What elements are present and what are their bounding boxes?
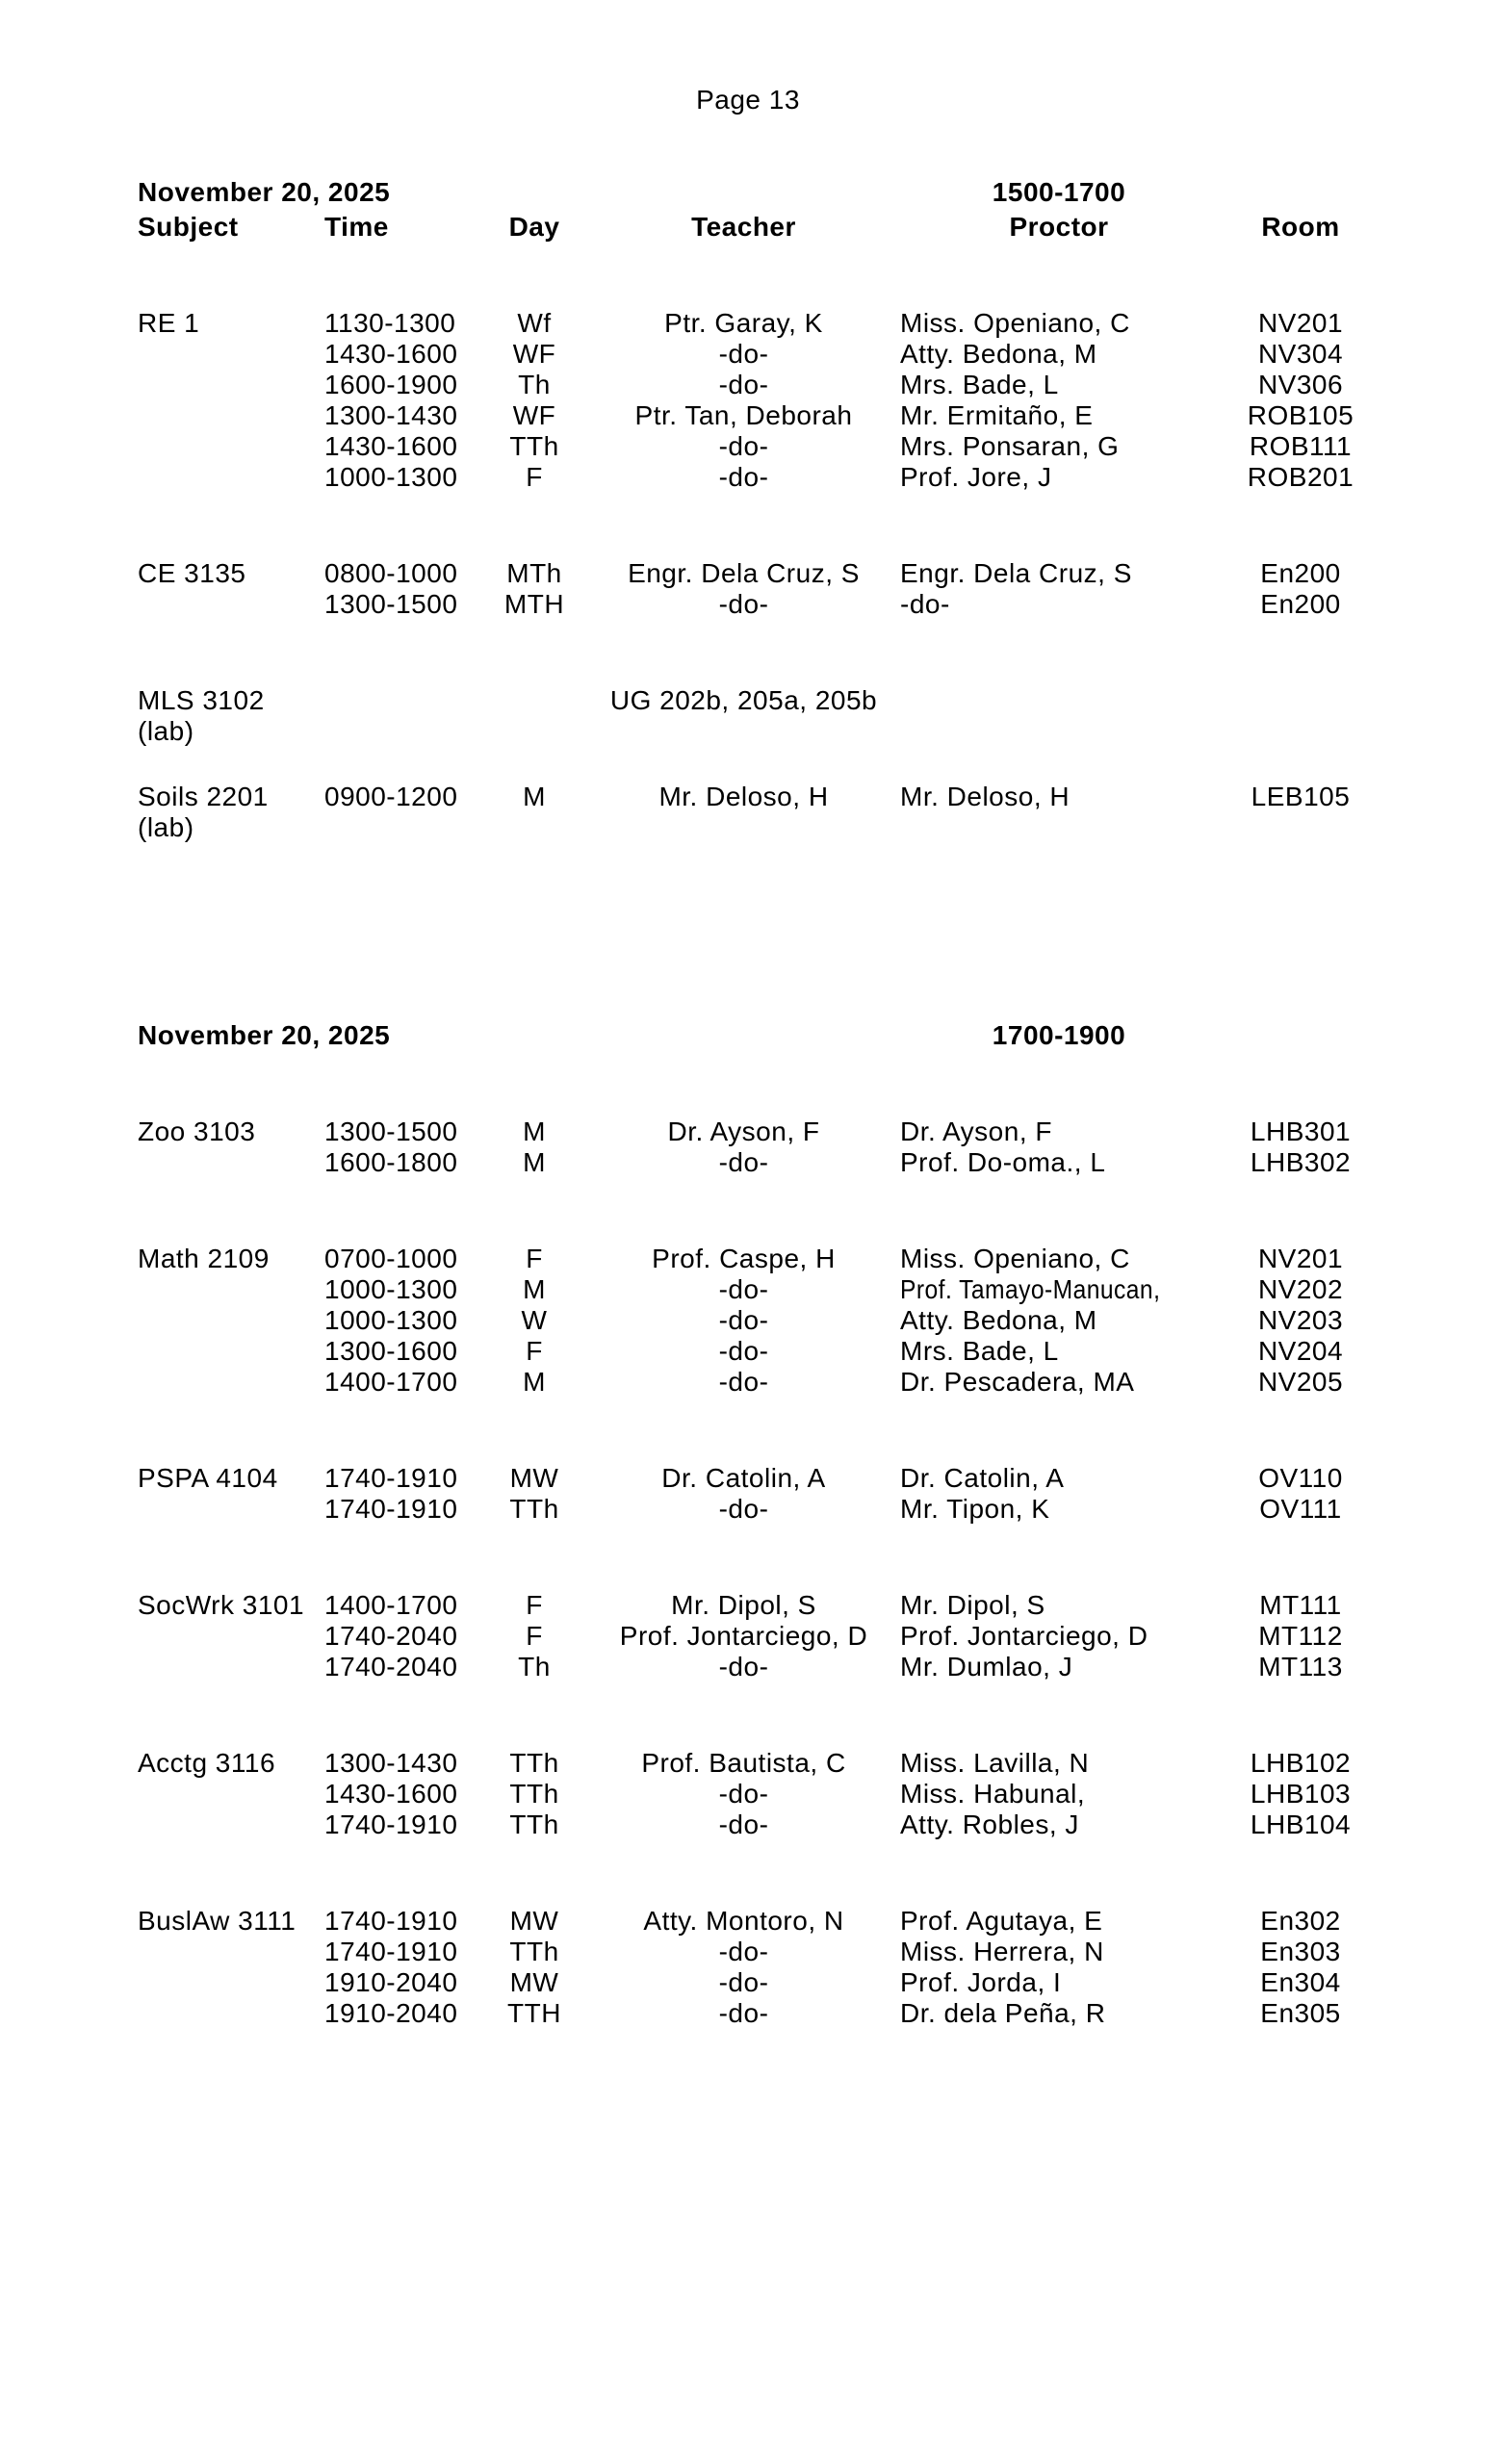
cell-time: 0700-1000 — [324, 1244, 458, 1273]
cell-proctor: Atty. Bedona, M — [900, 1305, 1097, 1335]
cell-time: 1910-2040 — [324, 1998, 458, 2028]
section-date: November 20, 2025 — [138, 1020, 391, 1050]
cell-day: F — [526, 1244, 543, 1273]
subject-name — [138, 1590, 324, 1621]
cell-proctor: Dr. dela Peña, R — [900, 1998, 1106, 2028]
cell-room: NV201 — [1257, 308, 1344, 338]
cell-proctor: Prof. Jore, J — [900, 462, 1052, 492]
cell-day: M — [523, 1274, 546, 1304]
cell-room: LHB102 — [1250, 1748, 1352, 1778]
cell-subject-spacer — [138, 431, 324, 462]
cell-subject-spacer — [138, 370, 324, 400]
cell-teacher: Mr. Deloso, H — [658, 782, 829, 811]
cell-proctor: Mr. Deloso, H — [900, 782, 1070, 811]
cell-day: F — [526, 1590, 543, 1620]
cell-time: 1740-1910 — [324, 1937, 458, 1966]
blocks-container — [0, 1116, 1496, 2029]
cell-teacher: -do- — [718, 1147, 769, 1177]
page-number: Page 13 — [696, 85, 800, 115]
cell-room: LHB302 — [1250, 1147, 1352, 1177]
cell-day: MTH — [503, 589, 565, 619]
section-time-range: 1700-1900 — [992, 1020, 1126, 1050]
table-row — [0, 400, 1496, 431]
subject-note: (lab) — [138, 812, 194, 842]
subject-code: Math 2109 — [138, 1244, 270, 1273]
cell-room: En304 — [1260, 1967, 1341, 1997]
cell-proctor: Mr. Dumlao, J — [900, 1652, 1073, 1681]
column-header-teacher: Teacher — [691, 212, 796, 242]
cell-time: 1430-1600 — [324, 339, 458, 369]
cell-teacher: -do- — [718, 589, 769, 619]
cell-time — [324, 685, 481, 716]
cell-subject-spacer — [138, 1652, 324, 1682]
cell-room: LHB301 — [1250, 1116, 1352, 1146]
subject-name — [138, 1748, 324, 1779]
cell-day: Th — [518, 370, 551, 399]
cell-room: NV304 — [1257, 339, 1344, 369]
cell-time: 1740-2040 — [324, 1621, 458, 1651]
table-row — [0, 1274, 1496, 1305]
subject-block — [0, 308, 1496, 493]
subject-code: CE 3135 — [138, 558, 246, 588]
cell-teacher: -do- — [718, 1274, 769, 1304]
subject-code: BuslAw 3111 — [138, 1906, 297, 1936]
cell-time: 1740-2040 — [324, 1652, 458, 1681]
cell-subject-spacer — [138, 1147, 324, 1178]
cell-room: En200 — [1260, 589, 1341, 619]
cell-day: MTh — [506, 558, 562, 588]
cell-subject-spacer — [138, 1937, 324, 1967]
cell-proctor: Mr. Tipon, K — [900, 1494, 1050, 1524]
cell-teacher: Atty. Montoro, N — [643, 1906, 844, 1936]
subject-code: Acctg 3116 — [138, 1748, 276, 1778]
cell-subject-spacer — [138, 1274, 324, 1305]
cell-teacher: Prof. Jontarciego, D — [619, 1621, 868, 1651]
cell-proctor: Miss. Openiano, C — [900, 1244, 1130, 1273]
column-header-time: Time — [324, 212, 389, 242]
cell-room — [1218, 685, 1383, 716]
subject-block — [0, 1116, 1496, 1178]
cell-time: 1300-1600 — [324, 1336, 458, 1366]
cell-proctor: Prof. Jontarciego, D — [900, 1621, 1148, 1651]
cell-teacher: -do- — [718, 1336, 769, 1366]
subject-note: (lab) — [138, 716, 194, 746]
cell-room: En302 — [1260, 1906, 1341, 1936]
cell-teacher: -do- — [718, 1810, 769, 1839]
subject-code: Zoo 3103 — [138, 1116, 256, 1146]
subject-block — [0, 685, 1496, 746]
cell-proctor: Atty. Bedona, M — [900, 339, 1097, 369]
subject-code: Soils 2201 — [138, 782, 269, 811]
cell-subject-spacer — [138, 1305, 324, 1336]
section-time-range: 1500-1700 — [992, 177, 1126, 207]
cell-time: 1600-1800 — [324, 1147, 458, 1177]
column-header-row — [0, 212, 1496, 243]
cell-room: ROB201 — [1247, 462, 1354, 492]
column-header-subject: Subject — [138, 212, 239, 242]
cell-time: 1430-1600 — [324, 431, 458, 461]
subject-block — [0, 1590, 1496, 1682]
cell-time: 1740-1910 — [324, 1810, 458, 1839]
cell-teacher: Dr. Ayson, F — [667, 1116, 820, 1146]
exam-section-1700-1900 — [0, 1020, 1496, 2029]
subject-name — [138, 685, 324, 747]
cell-teacher: -do- — [718, 370, 769, 399]
cell-proctor: Atty. Robles, J — [900, 1810, 1079, 1839]
cell-proctor: Dr. Pescadera, MA — [900, 1367, 1135, 1397]
cell-proctor: Miss. Lavilla, N — [900, 1748, 1090, 1778]
cell-subject-spacer — [138, 1810, 324, 1840]
cell-proctor: Miss. Habunal, — [900, 1779, 1086, 1809]
cell-teacher: -do- — [718, 462, 769, 492]
cell-proctor: Miss. Herrera, N — [900, 1937, 1104, 1966]
cell-day: TTh — [509, 431, 559, 461]
cell-time: 1300-1430 — [324, 1748, 458, 1778]
cell-teacher: -do- — [718, 431, 769, 461]
cell-proctor: Prof. Do-oma., L — [900, 1147, 1106, 1177]
column-header-day: Day — [508, 212, 560, 242]
table-row — [0, 431, 1496, 462]
cell-teacher: Engr. Dela Cruz, S — [628, 558, 860, 588]
cell-day: Wf — [517, 308, 552, 338]
cell-day — [481, 685, 587, 716]
subject-block — [0, 558, 1496, 620]
table-row — [0, 1652, 1496, 1682]
cell-proctor: Prof. Agutaya, E — [900, 1906, 1103, 1936]
column-header-proctor: Proctor — [1009, 212, 1109, 242]
cell-teacher: -do- — [718, 339, 769, 369]
cell-time: 1000-1300 — [324, 462, 458, 492]
cell-room: NV306 — [1257, 370, 1344, 399]
cell-room: NV205 — [1257, 1367, 1344, 1397]
table-row — [0, 1147, 1496, 1178]
subject-code: PSPA 4104 — [138, 1463, 278, 1493]
exam-section-1500-1700 — [0, 177, 1496, 842]
table-row — [0, 1779, 1496, 1810]
cell-day: M — [523, 782, 546, 811]
cell-day: TTh — [509, 1810, 559, 1839]
cell-time: 1300-1500 — [324, 1116, 458, 1146]
cell-time: 1740-1910 — [324, 1463, 458, 1493]
subject-code: RE 1 — [138, 308, 200, 338]
cell-day: F — [526, 1336, 543, 1366]
cell-day: TTH — [507, 1998, 561, 2028]
cell-day: TTh — [509, 1748, 559, 1778]
cell-day: W — [521, 1305, 548, 1335]
cell-room: LHB103 — [1250, 1779, 1352, 1809]
cell-room: MT112 — [1258, 1621, 1343, 1651]
cell-time: 1300-1500 — [324, 589, 458, 619]
cell-day: WF — [512, 339, 556, 369]
cell-time: 1430-1600 — [324, 1779, 458, 1809]
cell-subject-spacer — [138, 1494, 324, 1525]
cell-day: M — [523, 1147, 546, 1177]
subject-block — [0, 1748, 1496, 1840]
cell-subject-spacer — [138, 400, 324, 431]
cell-proctor: Mr. Dipol, S — [900, 1590, 1045, 1620]
table-row — [0, 339, 1496, 370]
cell-room: LEB105 — [1251, 782, 1351, 811]
cell-teacher: -do- — [718, 1967, 769, 1997]
cell-teacher: -do- — [718, 1494, 769, 1524]
cell-teacher: Prof. Bautista, C — [641, 1748, 846, 1778]
cell-day: TTh — [509, 1494, 559, 1524]
cell-room: ROB111 — [1249, 431, 1353, 461]
cell-time: 1130-1300 — [324, 308, 456, 338]
cell-room: NV202 — [1257, 1274, 1344, 1304]
cell-proctor — [900, 685, 1218, 716]
subject-code: SocWrk 3101 — [138, 1590, 305, 1620]
cell-room: ROB105 — [1247, 400, 1354, 430]
cell-day: MW — [509, 1967, 559, 1997]
table-row — [0, 1810, 1496, 1840]
cell-proctor: Mrs. Bade, L — [900, 1336, 1059, 1366]
cell-time: 0900-1200 — [324, 782, 458, 811]
cell-proctor: Engr. Dela Cruz, S — [900, 558, 1132, 588]
cell-day: M — [523, 1116, 546, 1146]
cell-subject-spacer — [138, 1336, 324, 1367]
cell-day: MW — [509, 1906, 559, 1936]
cell-day: Th — [518, 1652, 551, 1681]
cell-subject-spacer — [138, 1621, 324, 1652]
cell-proctor: Mr. Ermitaño, E — [900, 400, 1094, 430]
cell-room: OV111 — [1259, 1494, 1342, 1524]
blocks-container — [0, 308, 1496, 842]
cell-time: 1910-2040 — [324, 1967, 458, 1997]
cell-proctor: Mrs. Ponsaran, G — [900, 431, 1120, 461]
cell-subject-spacer — [138, 339, 324, 370]
cell-proctor: Dr. Ayson, F — [900, 1116, 1052, 1146]
cell-room: En303 — [1260, 1937, 1341, 1966]
section-header — [0, 1020, 1496, 1051]
cell-proctor: Mrs. Bade, L — [900, 370, 1059, 399]
cell-time: 1400-1700 — [324, 1367, 458, 1397]
cell-room: MT113 — [1258, 1652, 1343, 1681]
cell-room: NV201 — [1257, 1244, 1344, 1273]
table-row — [0, 589, 1496, 620]
subject-block — [0, 1906, 1496, 2029]
cell-day: TTh — [509, 1937, 559, 1966]
subject-name — [138, 308, 324, 339]
table-row — [0, 1494, 1496, 1525]
cell-subject-spacer — [138, 589, 324, 620]
table-row — [0, 1967, 1496, 1998]
table-row — [0, 1367, 1496, 1398]
cell-day: MW — [509, 1463, 559, 1493]
cell-teacher: -do- — [718, 1367, 769, 1397]
table-row — [0, 462, 1496, 493]
cell-time: 1000-1300 — [324, 1305, 458, 1335]
cell-teacher: Ptr. Garay, K — [664, 308, 823, 338]
cell-proctor — [900, 1274, 1218, 1305]
table-row — [0, 1305, 1496, 1336]
cell-room: LHB104 — [1250, 1810, 1352, 1839]
cell-subject-spacer — [138, 1998, 324, 2029]
cell-time: 1400-1700 — [324, 1590, 458, 1620]
subject-name — [138, 1244, 324, 1274]
cell-subject-spacer — [138, 1967, 324, 1998]
subject-code: MLS 3102 — [138, 685, 265, 715]
section-date: November 20, 2025 — [138, 177, 391, 207]
cell-teacher: Dr. Catolin, A — [661, 1463, 826, 1493]
cell-subject-spacer — [138, 462, 324, 493]
cell-time: 1000-1300 — [324, 1274, 458, 1304]
cell-proctor: Dr. Catolin, A — [900, 1463, 1065, 1493]
subject-block — [0, 1244, 1496, 1398]
cell-time: 1600-1900 — [324, 370, 458, 399]
cell-teacher: UG 202b, 205a, 205b — [609, 685, 878, 715]
subject-name — [138, 782, 324, 843]
cell-room: MT111 — [1259, 1590, 1342, 1620]
cell-room: NV204 — [1257, 1336, 1344, 1366]
section-header — [0, 177, 1496, 208]
cell-room: NV203 — [1257, 1305, 1344, 1335]
table-row — [0, 370, 1496, 400]
cell-day: F — [526, 462, 543, 492]
cell-day: F — [526, 1621, 543, 1651]
cell-teacher: -do- — [718, 1305, 769, 1335]
subject-block — [0, 782, 1496, 842]
subject-block — [0, 1463, 1496, 1525]
cell-subject-spacer — [138, 1779, 324, 1810]
cell-teacher: -do- — [718, 1937, 769, 1966]
cell-day: TTh — [509, 1779, 559, 1809]
table-row — [0, 1336, 1496, 1367]
subject-name — [138, 1116, 324, 1147]
cell-teacher: Mr. Dipol, S — [671, 1590, 816, 1620]
cell-teacher: Ptr. Tan, Deborah — [634, 400, 853, 430]
table-row — [0, 1937, 1496, 1967]
table-row — [0, 1621, 1496, 1652]
subject-name — [138, 1906, 324, 1937]
cell-teacher: -do- — [718, 1652, 769, 1681]
cell-subject-spacer — [138, 1367, 324, 1398]
cell-day: WF — [512, 400, 556, 430]
cell-room: En305 — [1260, 1998, 1341, 2028]
cell-teacher: Prof. Caspe, H — [652, 1244, 836, 1273]
column-header-room: Room — [1261, 212, 1340, 242]
cell-time: 1740-1910 — [324, 1906, 458, 1936]
cell-room: OV110 — [1258, 1463, 1343, 1493]
cell-proctor: -do- — [900, 589, 950, 619]
cell-proctor: Miss. Openiano, C — [900, 308, 1130, 338]
cell-room: En200 — [1260, 558, 1341, 588]
cell-teacher: -do- — [718, 1779, 769, 1809]
cell-day: M — [523, 1367, 546, 1397]
cell-time: 1740-1910 — [324, 1494, 458, 1524]
cell-time: 1300-1430 — [324, 400, 458, 430]
cell-proctor: Prof. Jorda, I — [900, 1967, 1062, 1997]
cell-teacher: -do- — [718, 1998, 769, 2028]
table-row — [0, 1998, 1496, 2029]
subject-name — [138, 1463, 324, 1494]
subject-name — [138, 558, 324, 589]
cell-time: 0800-1000 — [324, 558, 458, 588]
cell-proctor-text: Prof. Tamayo-Manucan, — [900, 1274, 1161, 1304]
